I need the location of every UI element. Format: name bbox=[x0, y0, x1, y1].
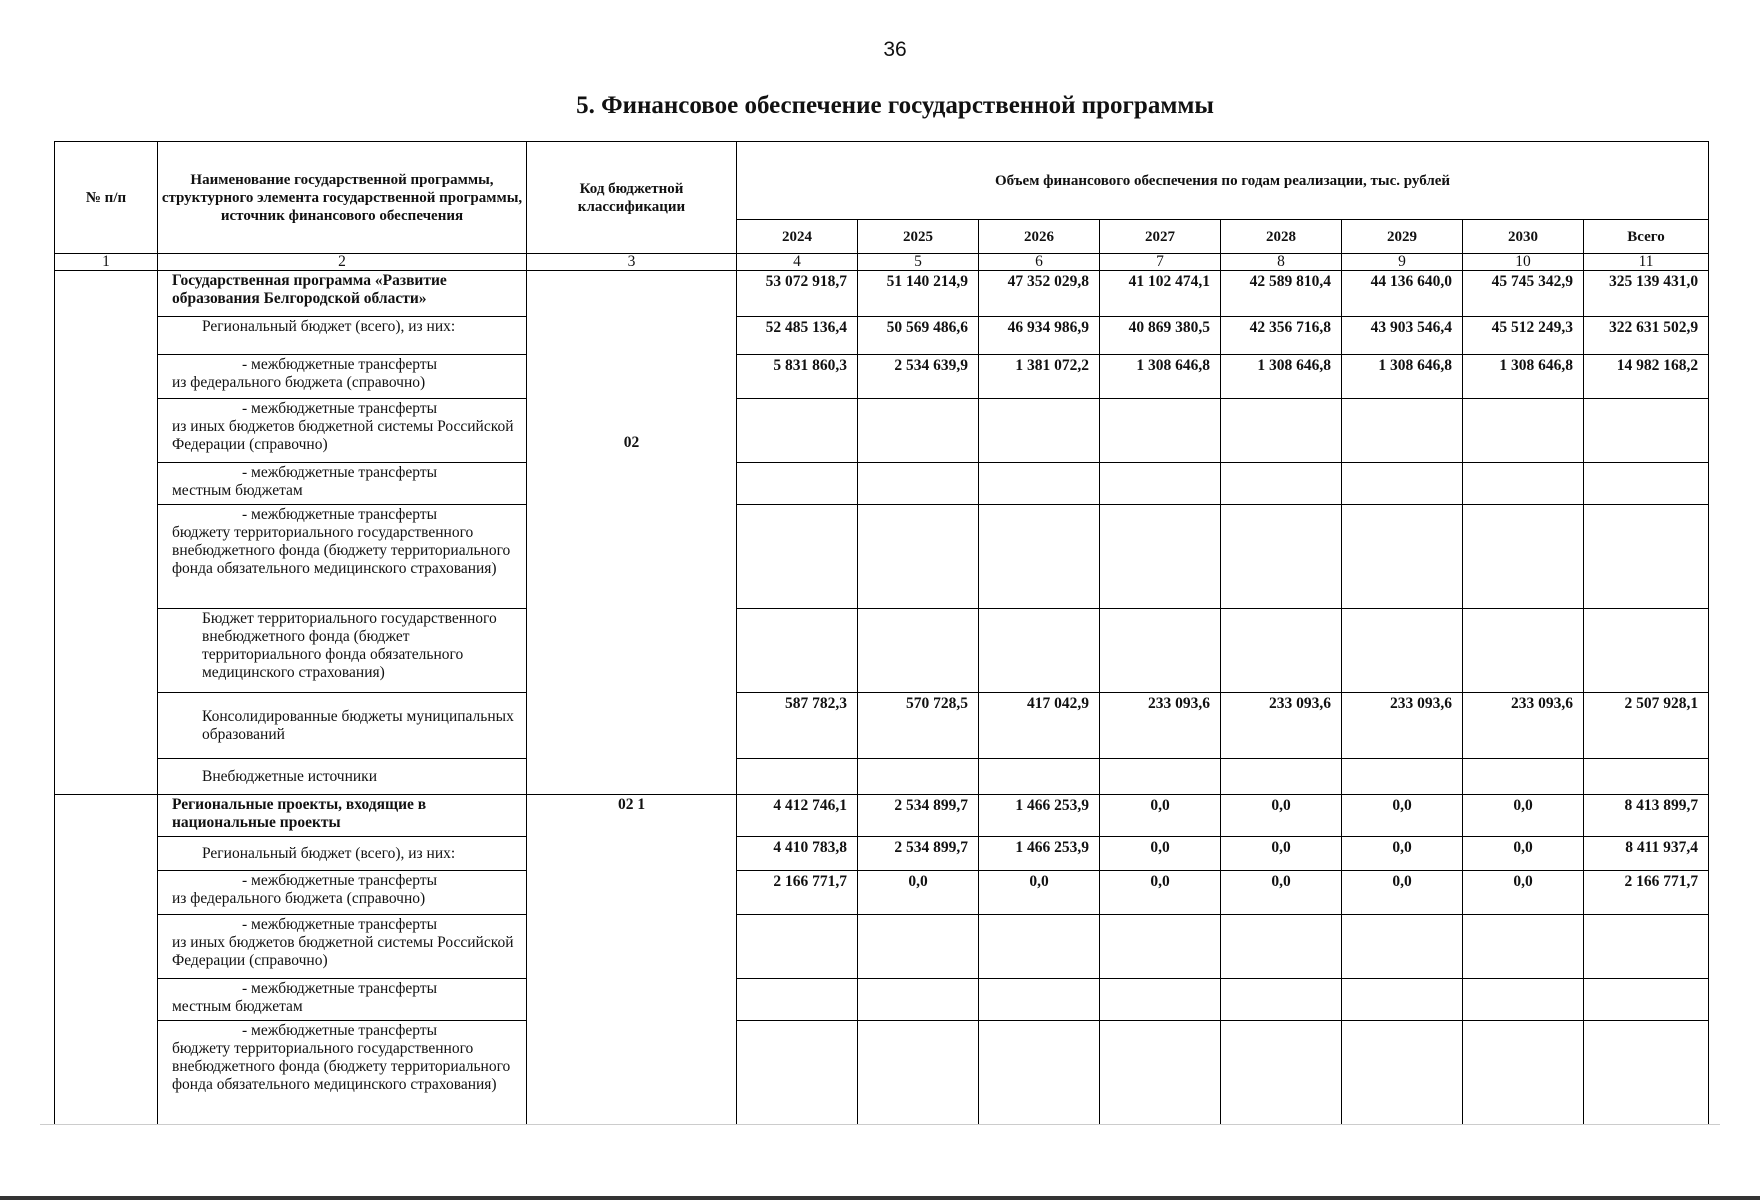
value-cell: 0,0 bbox=[1221, 837, 1342, 871]
value-cell: 233 093,6 bbox=[1342, 693, 1463, 759]
value-cell bbox=[1463, 759, 1584, 795]
value-cell: 44 136 640,0 bbox=[1342, 271, 1463, 317]
column-number: 6 bbox=[979, 254, 1100, 271]
table-row bbox=[55, 759, 1709, 795]
table-row bbox=[55, 871, 1709, 915]
value-cell: 43 903 546,4 bbox=[1342, 317, 1463, 355]
value-total: 325 139 431,0 bbox=[1584, 271, 1709, 317]
value-cell: 233 093,6 bbox=[1221, 693, 1342, 759]
column-number: 9 bbox=[1342, 254, 1463, 271]
value-cell: 1 466 253,9 bbox=[979, 795, 1100, 837]
value-cell bbox=[858, 759, 979, 795]
value-total bbox=[1584, 979, 1709, 1021]
value-cell bbox=[1221, 463, 1342, 505]
value-cell bbox=[737, 505, 858, 609]
value-cell: 0,0 bbox=[1100, 837, 1221, 871]
value-cell bbox=[858, 609, 979, 693]
header-year: 2027 bbox=[1100, 220, 1221, 254]
column-number: 4 bbox=[737, 254, 858, 271]
value-cell bbox=[979, 505, 1100, 609]
value-cell bbox=[1221, 609, 1342, 693]
row-number-cell bbox=[55, 271, 158, 795]
header-volume: Объем финансового обеспечения по годам реализации, тыс. рублей bbox=[737, 142, 1709, 220]
value-cell: 1 308 646,8 bbox=[1342, 355, 1463, 399]
value-total bbox=[1584, 1021, 1709, 1125]
header-number: № п/п bbox=[55, 142, 158, 254]
value-cell bbox=[1342, 979, 1463, 1021]
value-total bbox=[1584, 609, 1709, 693]
value-cell bbox=[1100, 915, 1221, 979]
value-cell bbox=[737, 463, 858, 505]
table-row bbox=[55, 355, 1709, 399]
value-cell bbox=[737, 915, 858, 979]
row-number-cell bbox=[55, 795, 158, 1125]
column-number: 1 bbox=[55, 254, 158, 271]
value-cell: 53 072 918,7 bbox=[737, 271, 858, 317]
value-cell: 1 308 646,8 bbox=[1221, 355, 1342, 399]
value-cell: 233 093,6 bbox=[1100, 693, 1221, 759]
value-cell: 0,0 bbox=[1342, 871, 1463, 915]
table-row bbox=[55, 693, 1709, 759]
column-number-row bbox=[55, 254, 1709, 271]
header-year: 2024 bbox=[737, 220, 858, 254]
value-cell: 1 308 646,8 bbox=[1463, 355, 1584, 399]
header-year: 2026 bbox=[979, 220, 1100, 254]
value-cell: 0,0 bbox=[1342, 795, 1463, 837]
row-name-first-line: - межбюджетные трансферты bbox=[242, 872, 438, 889]
row-name-rest: из федерального бюджета (справочно) bbox=[172, 374, 426, 391]
header-code: Код бюджетной классификации bbox=[527, 142, 737, 254]
value-cell: 46 934 986,9 bbox=[979, 317, 1100, 355]
value-total bbox=[1584, 915, 1709, 979]
value-cell: 1 381 072,2 bbox=[979, 355, 1100, 399]
value-cell bbox=[1342, 915, 1463, 979]
row-name bbox=[158, 871, 527, 915]
table-row bbox=[55, 1021, 1709, 1125]
value-cell: 52 485 136,4 bbox=[737, 317, 858, 355]
row-name-first-line: - межбюджетные трансферты bbox=[242, 400, 438, 417]
row-name bbox=[158, 505, 527, 609]
value-cell: 50 569 486,6 bbox=[858, 317, 979, 355]
value-cell: 42 589 810,4 bbox=[1221, 271, 1342, 317]
row-name: Государственная программа «Развитие образования Белгородской области» bbox=[158, 271, 527, 317]
value-cell bbox=[1221, 399, 1342, 463]
table-row bbox=[55, 915, 1709, 979]
value-cell: 0,0 bbox=[1221, 795, 1342, 837]
value-cell: 0,0 bbox=[1463, 871, 1584, 915]
value-cell bbox=[979, 1021, 1100, 1125]
value-cell bbox=[979, 759, 1100, 795]
value-cell bbox=[737, 979, 858, 1021]
value-cell: 40 869 380,5 bbox=[1100, 317, 1221, 355]
row-name-rest: бюджету территориального государственного внебюджетного фонда (бюджету территориального фонда обязательного медицинского страхования) bbox=[172, 524, 511, 577]
value-cell bbox=[1342, 399, 1463, 463]
page-number: 36 bbox=[883, 38, 907, 61]
header-year: 2025 bbox=[858, 220, 979, 254]
value-cell: 45 745 342,9 bbox=[1463, 271, 1584, 317]
value-cell bbox=[1100, 609, 1221, 693]
value-cell bbox=[1100, 979, 1221, 1021]
value-cell: 0,0 bbox=[858, 871, 979, 915]
value-cell bbox=[1221, 759, 1342, 795]
row-name bbox=[158, 915, 527, 979]
value-total: 322 631 502,9 bbox=[1584, 317, 1709, 355]
row-name: Внебюджетные источники bbox=[158, 759, 527, 795]
table-row bbox=[55, 979, 1709, 1021]
value-cell: 2 534 899,7 bbox=[858, 837, 979, 871]
column-number: 3 bbox=[527, 254, 737, 271]
column-number: 10 bbox=[1463, 254, 1584, 271]
value-cell bbox=[1342, 1021, 1463, 1125]
value-cell: 0,0 bbox=[1463, 795, 1584, 837]
row-name-rest: из федерального бюджета (справочно) bbox=[172, 890, 426, 907]
financing-table bbox=[54, 141, 1709, 1125]
column-number: 8 bbox=[1221, 254, 1342, 271]
value-cell: 570 728,5 bbox=[858, 693, 979, 759]
value-cell: 0,0 bbox=[1342, 837, 1463, 871]
header-year: 2029 bbox=[1342, 220, 1463, 254]
value-cell bbox=[979, 609, 1100, 693]
value-total bbox=[1584, 399, 1709, 463]
value-cell bbox=[737, 609, 858, 693]
row-name: Бюджет территориального государственного внебюджетного фонда (бюджет территориального фонда обязательного медицинского страхования) bbox=[158, 609, 527, 693]
value-cell: 45 512 249,3 bbox=[1463, 317, 1584, 355]
value-cell bbox=[1342, 505, 1463, 609]
value-cell bbox=[979, 915, 1100, 979]
value-cell: 0,0 bbox=[1100, 871, 1221, 915]
value-cell: 0,0 bbox=[979, 871, 1100, 915]
page-title: 5. Финансовое обеспечение государственной программы bbox=[576, 92, 1214, 119]
value-cell bbox=[858, 979, 979, 1021]
header-name: Наименование государственной программы, структурного элемента государственной программы, источник финансового обеспечения bbox=[158, 142, 527, 254]
table-row bbox=[55, 399, 1709, 463]
row-name: Региональный бюджет (всего), из них: bbox=[158, 317, 527, 355]
row-name-rest: местным бюджетам bbox=[172, 998, 303, 1015]
row-name: Консолидированные бюджеты муниципальных образований bbox=[158, 693, 527, 759]
row-name-rest: из иных бюджетов бюджетной системы Российской Федерации (справочно) bbox=[172, 934, 514, 969]
row-name bbox=[158, 355, 527, 399]
value-cell bbox=[1463, 915, 1584, 979]
value-cell bbox=[1463, 609, 1584, 693]
section-program bbox=[55, 271, 1709, 795]
row-name bbox=[158, 399, 527, 463]
row-name-rest: бюджету территориального государственного внебюджетного фонда (бюджету территориального фонда обязательного медицинского страхования) bbox=[172, 1040, 511, 1093]
header-year: 2028 bbox=[1221, 220, 1342, 254]
row-name-first-line: - межбюджетные трансферты bbox=[242, 506, 438, 523]
value-cell bbox=[1221, 979, 1342, 1021]
value-cell: 4 410 783,8 bbox=[737, 837, 858, 871]
row-name-first-line: - межбюджетные трансферты bbox=[242, 980, 438, 997]
value-cell bbox=[737, 759, 858, 795]
scan-edge bbox=[0, 1196, 1760, 1200]
value-total bbox=[1584, 505, 1709, 609]
table-row bbox=[55, 463, 1709, 505]
value-cell: 0,0 bbox=[1100, 795, 1221, 837]
value-total: 14 982 168,2 bbox=[1584, 355, 1709, 399]
value-cell bbox=[1221, 915, 1342, 979]
value-cell: 1 466 253,9 bbox=[979, 837, 1100, 871]
value-cell bbox=[1463, 1021, 1584, 1125]
value-cell bbox=[1342, 463, 1463, 505]
row-name bbox=[158, 463, 527, 505]
value-cell bbox=[1342, 759, 1463, 795]
row-name-first-line: - межбюджетные трансферты bbox=[242, 356, 438, 373]
value-cell bbox=[1100, 1021, 1221, 1125]
value-cell: 587 782,3 bbox=[737, 693, 858, 759]
table-row bbox=[55, 837, 1709, 871]
value-cell bbox=[1221, 505, 1342, 609]
row-name bbox=[158, 1021, 527, 1125]
value-cell: 0,0 bbox=[1463, 837, 1584, 871]
value-cell bbox=[1463, 979, 1584, 1021]
value-cell bbox=[858, 505, 979, 609]
row-name-first-line: - межбюджетные трансферты bbox=[242, 916, 438, 933]
table-row bbox=[55, 317, 1709, 355]
value-cell bbox=[1463, 399, 1584, 463]
table-row bbox=[55, 271, 1709, 317]
value-cell: 2 534 639,9 bbox=[858, 355, 979, 399]
value-cell bbox=[858, 1021, 979, 1125]
row-name-rest: из иных бюджетов бюджетной системы Российской Федерации (справочно) bbox=[172, 418, 514, 453]
row-name-first-line: - межбюджетные трансферты bbox=[242, 464, 438, 481]
value-cell bbox=[979, 979, 1100, 1021]
value-cell: 41 102 474,1 bbox=[1100, 271, 1221, 317]
value-total: 2 507 928,1 bbox=[1584, 693, 1709, 759]
column-number: 5 bbox=[858, 254, 979, 271]
value-cell bbox=[1221, 1021, 1342, 1125]
value-cell bbox=[858, 399, 979, 463]
header-year: 2030 bbox=[1463, 220, 1584, 254]
budget-code: 02 1 bbox=[527, 795, 737, 1125]
value-total: 8 413 899,7 bbox=[1584, 795, 1709, 837]
value-cell: 5 831 860,3 bbox=[737, 355, 858, 399]
value-cell: 0,0 bbox=[1221, 871, 1342, 915]
value-cell: 42 356 716,8 bbox=[1221, 317, 1342, 355]
value-cell bbox=[858, 463, 979, 505]
value-cell: 2 166 771,7 bbox=[737, 871, 858, 915]
row-name bbox=[158, 979, 527, 1021]
value-cell bbox=[1100, 505, 1221, 609]
value-total bbox=[1584, 463, 1709, 505]
page-rule bbox=[40, 1124, 1720, 1125]
column-number: 7 bbox=[1100, 254, 1221, 271]
table-row bbox=[55, 505, 1709, 609]
budget-code: 02 bbox=[527, 271, 737, 795]
value-cell bbox=[1100, 399, 1221, 463]
column-number: 2 bbox=[158, 254, 527, 271]
row-name-rest: местным бюджетам bbox=[172, 482, 303, 499]
value-cell: 233 093,6 bbox=[1463, 693, 1584, 759]
value-total bbox=[1584, 759, 1709, 795]
row-name: Региональные проекты, входящие в национальные проекты bbox=[158, 795, 527, 837]
value-cell: 47 352 029,8 bbox=[979, 271, 1100, 317]
table-row bbox=[55, 795, 1709, 837]
value-cell bbox=[737, 399, 858, 463]
row-name: Региональный бюджет (всего), из них: bbox=[158, 837, 527, 871]
value-cell bbox=[858, 915, 979, 979]
value-cell: 4 412 746,1 bbox=[737, 795, 858, 837]
value-cell: 2 534 899,7 bbox=[858, 795, 979, 837]
value-cell bbox=[1342, 609, 1463, 693]
table-row bbox=[55, 609, 1709, 693]
value-cell bbox=[1100, 463, 1221, 505]
value-cell bbox=[1463, 463, 1584, 505]
column-number: 11 bbox=[1584, 254, 1709, 271]
value-total: 2 166 771,7 bbox=[1584, 871, 1709, 915]
value-total: 8 411 937,4 bbox=[1584, 837, 1709, 871]
value-cell bbox=[1100, 759, 1221, 795]
header-year-total: Всего bbox=[1584, 220, 1709, 254]
value-cell: 51 140 214,9 bbox=[858, 271, 979, 317]
value-cell bbox=[1463, 505, 1584, 609]
value-cell bbox=[979, 399, 1100, 463]
value-cell: 417 042,9 bbox=[979, 693, 1100, 759]
value-cell: 1 308 646,8 bbox=[1100, 355, 1221, 399]
section-regional-projects bbox=[55, 795, 1709, 1125]
value-cell bbox=[737, 1021, 858, 1125]
row-name-first-line: - межбюджетные трансферты bbox=[242, 1022, 438, 1039]
value-cell bbox=[979, 463, 1100, 505]
